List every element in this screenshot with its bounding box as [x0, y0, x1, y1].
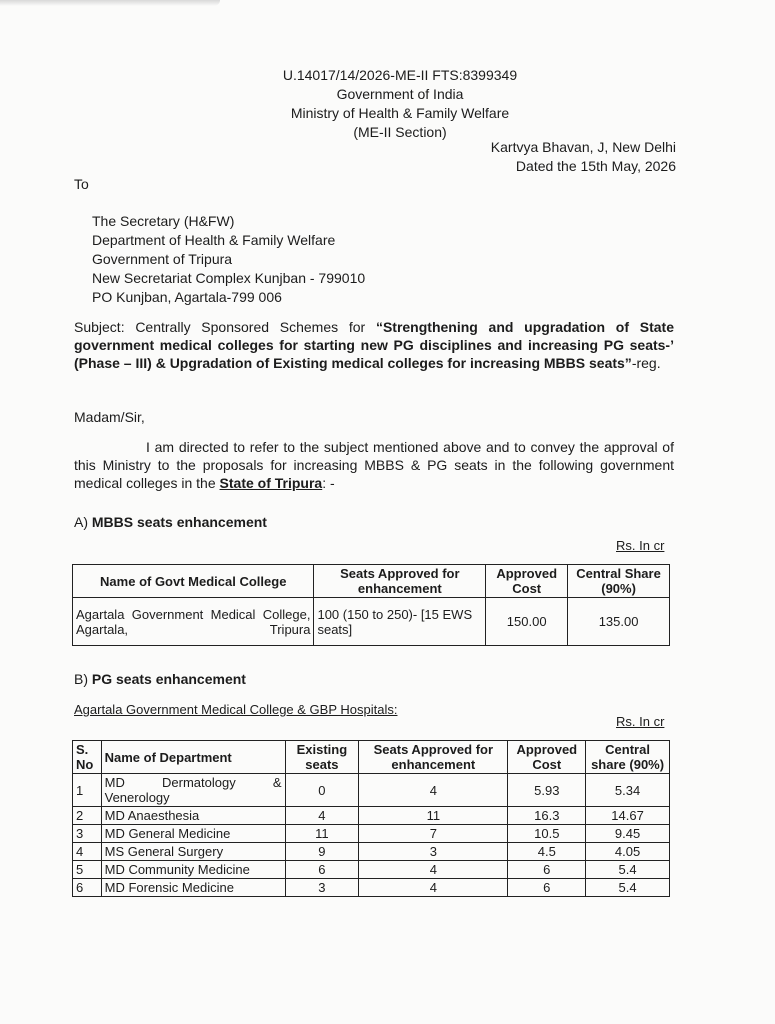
- place: Kartvya Bhavan, J, New Delhi: [490, 139, 676, 155]
- cost-cell: 16.3: [508, 807, 586, 825]
- sno-cell: 1: [73, 774, 102, 807]
- table-header: Approved Cost: [508, 741, 586, 774]
- approved-cell: 11: [359, 807, 508, 825]
- existing-cell: 9: [285, 843, 359, 861]
- sno-cell: 4: [73, 843, 102, 861]
- address-line: The Secretary (H&FW): [92, 213, 235, 229]
- table-row: [73, 807, 670, 825]
- address-line: New Secretariat Complex Kunjban - 799010: [92, 270, 366, 286]
- table-header-row: [73, 565, 670, 598]
- section-b-title: PG seats enhancement: [91, 671, 246, 687]
- table-row: [73, 843, 670, 861]
- state-name: State of Tripura: [219, 475, 323, 491]
- table-header: Name of Department: [101, 741, 285, 774]
- address-line: Department of Health & Family Welfare: [92, 232, 336, 248]
- sno-cell: 3: [73, 825, 102, 843]
- recipient-address: [92, 212, 365, 307]
- to-label: To: [74, 176, 89, 192]
- seats-cell: 100 (150 to 250)- [15 EWS seats]: [314, 598, 486, 646]
- sno-cell: 6: [73, 879, 102, 897]
- cost-cell: 5.93: [508, 774, 586, 807]
- existing-cell: 3: [285, 879, 359, 897]
- table-header: S. No: [73, 741, 102, 774]
- table-row: [73, 825, 670, 843]
- cost-cell: 10.5: [508, 825, 586, 843]
- share-cell: 135.00: [568, 598, 670, 646]
- table-header: Seats Approved for enhancement: [359, 741, 508, 774]
- share-cell: 14.67: [586, 807, 670, 825]
- address-line: PO Kunjban, Agartala-799 006: [92, 289, 282, 305]
- table-row: [73, 598, 670, 646]
- share-cell: 5.4: [586, 861, 670, 879]
- table-header: Existing seats: [285, 741, 359, 774]
- dept-cell: MD Community Medicine: [101, 861, 285, 879]
- body-end: : -: [322, 475, 335, 491]
- section-name: (ME-II Section): [353, 124, 447, 140]
- section-a-title: MBBS seats enhancement: [91, 514, 267, 530]
- section-a-prefix: A): [74, 514, 92, 530]
- college-cell: Agartala Government Medical College, Agartala, Tripura: [73, 598, 314, 646]
- subject-prefix: Subject: Centrally Sponsored Schemes for: [74, 319, 376, 335]
- section-b-heading: [74, 671, 246, 687]
- section-b-subheading: Agartala Government Medical College & GBP Hospitals:: [74, 702, 398, 717]
- body-paragraph: [74, 438, 674, 492]
- dept-cell: MD Dermatology & Venerology: [101, 774, 285, 807]
- place-date-block: [470, 138, 676, 176]
- approved-cell: 4: [359, 774, 508, 807]
- approved-cell: 3: [359, 843, 508, 861]
- subject-suffix: -reg.: [631, 355, 661, 371]
- dept-cell: MD Anaesthesia: [101, 807, 285, 825]
- table-header-row: [73, 741, 670, 774]
- existing-cell: 6: [285, 861, 359, 879]
- share-cell: 4.05: [586, 843, 670, 861]
- letter-header: [230, 66, 570, 142]
- salutation: Madam/Sir,: [74, 409, 145, 425]
- share-cell: 9.45: [586, 825, 670, 843]
- table-header: Name of Govt Medical College: [73, 565, 314, 598]
- cost-cell: 6: [508, 879, 586, 897]
- share-cell: 5.4: [586, 879, 670, 897]
- dept-cell: MD General Medicine: [101, 825, 285, 843]
- sno-cell: 2: [73, 807, 102, 825]
- reference-number: U.14017/14/2026-ME-II FTS:8399349: [282, 67, 518, 83]
- table-header: Approved Cost: [486, 565, 568, 598]
- dept-cell: MD Forensic Medicine: [101, 879, 285, 897]
- cost-cell: 150.00: [486, 598, 568, 646]
- table-row: [73, 774, 670, 807]
- dept-cell: MS General Surgery: [101, 843, 285, 861]
- section-a-heading: [74, 514, 267, 530]
- table-header: Central Share (90%): [568, 565, 670, 598]
- table-header: Seats Approved for enhancement: [314, 565, 486, 598]
- unit-label-b: Rs. In cr: [616, 714, 665, 729]
- existing-cell: 4: [285, 807, 359, 825]
- body-text: I am directed to refer to the subject mentioned above and to convey the approval of this Ministry to the proposals for increasing MBBS & PG seats in the following government medical colleges in the: [74, 439, 674, 491]
- unit-label-a: Rs. In cr: [616, 538, 665, 553]
- subject-line: [74, 318, 674, 372]
- existing-cell: 0: [285, 774, 359, 807]
- page-edge-shadow: [0, 0, 220, 6]
- cost-cell: 6: [508, 861, 586, 879]
- sno-cell: 5: [73, 861, 102, 879]
- pg-table: [72, 740, 670, 897]
- mbbs-table: [72, 564, 670, 646]
- subject-title: “Strengthening and upgradation of State government medical colleges for starting new PG disciplines and increasing PG seats-’ (Phase – III) & Upgradation of Existing medical colleges for increasing MBBS seats”: [74, 319, 674, 371]
- approved-cell: 7: [359, 825, 508, 843]
- address-line: Government of Tripura: [92, 251, 233, 267]
- government-name: Government of India: [336, 86, 464, 102]
- approved-cell: 4: [359, 861, 508, 879]
- date: Dated the 15th May, 2026: [515, 158, 676, 174]
- share-cell: 5.34: [586, 774, 670, 807]
- table-header: Central share (90%): [586, 741, 670, 774]
- existing-cell: 11: [285, 825, 359, 843]
- table-row: [73, 879, 670, 897]
- ministry-name: Ministry of Health & Family Welfare: [290, 105, 510, 121]
- cost-cell: 4.5: [508, 843, 586, 861]
- approved-cell: 4: [359, 879, 508, 897]
- section-b-prefix: B): [74, 671, 92, 687]
- table-row: [73, 861, 670, 879]
